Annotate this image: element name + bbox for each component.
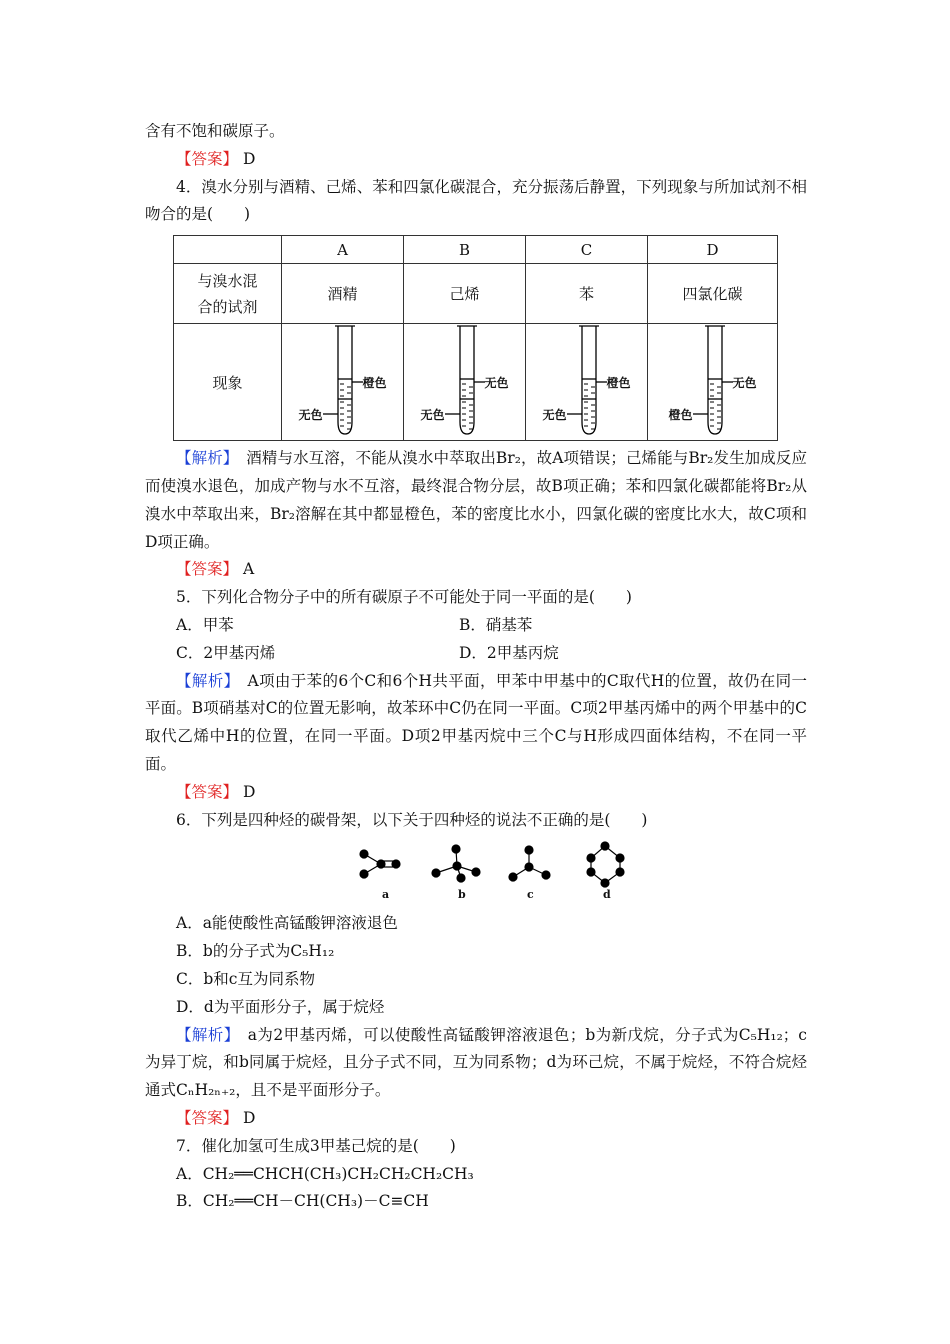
reagent-cell: 酒精 (282, 264, 404, 324)
carbon-skeleton-icon (350, 840, 640, 890)
answer-line (145, 556, 807, 584)
top-layer-label: 橙色 (606, 376, 631, 391)
option: B．CH₂══CH－CH(CH₃)－C≡CH (176, 1192, 429, 1211)
test-tube-figure (405, 324, 525, 440)
figure-label: c (527, 888, 534, 902)
table-header: D (648, 236, 778, 264)
analysis-text: A项由于苯的6个C和6个H共平面，甲苯中甲基中的C取代H的位置，故仍在同一平面。B项硝基对C的位置无影响，故苯环中C仍在同一平面。C项2甲基丙烯中的两个甲基中的C取代乙烯中H的位置，在同一平面。D项2甲基丙烷中三个C与H形成四面体结构，不在同一平面。 (145, 671, 807, 773)
figure-label: b (458, 888, 466, 902)
analysis-tag: 【解析】 (176, 1025, 232, 1044)
answer-line (145, 146, 807, 174)
question-6: 6．下列是四种烃的碳骨架，以下关于四种烃的说法不正确的是( ) (176, 810, 648, 829)
option: C．2甲基丙烯 (176, 643, 276, 662)
answer-value: A (238, 560, 255, 579)
option: B．硝基苯 (459, 615, 533, 634)
bottom-layer-label: 无色 (420, 408, 445, 423)
bottom-layer-label: 无色 (298, 408, 323, 423)
test-tube-figure (527, 324, 647, 440)
analysis-tag: 【解析】 (176, 671, 232, 690)
row-label: 与溴水混合的试剂 (174, 264, 282, 324)
answer-value: D (238, 149, 256, 168)
reagent-table (173, 235, 778, 441)
question-7: 7．催化加氢可生成3甲基己烷的是( ) (176, 1136, 456, 1155)
option: D．2甲基丙烷 (459, 643, 559, 662)
tube-cell (282, 324, 404, 441)
carbon-skeleton-figure (145, 840, 807, 910)
figure-label: d (603, 888, 611, 902)
row-label: 现象 (174, 324, 282, 441)
analysis-6 (145, 1022, 807, 1105)
top-layer-label: 无色 (484, 376, 509, 391)
answer-tag: 【答案】 (176, 149, 239, 168)
bottom-layer-label: 橙色 (668, 408, 693, 423)
test-tube-figure (653, 324, 773, 440)
table-header: A (282, 236, 404, 264)
reagent-cell: 苯 (526, 264, 648, 324)
bottom-layer-label: 无色 (542, 408, 567, 423)
option: A．a能使酸性高锰酸钾溶液退色 (176, 914, 398, 933)
question-5: 5．下列化合物分子中的所有碳原子不可能处于同一平面的是( ) (176, 588, 632, 607)
options-row (145, 612, 807, 640)
analysis-5 (145, 668, 807, 779)
tube-cell (648, 324, 778, 441)
tube-cell (526, 324, 648, 441)
table-header (174, 236, 282, 264)
top-layer-label: 无色 (732, 376, 757, 391)
reagent-cell: 己烯 (404, 264, 526, 324)
test-tube-figure (283, 324, 403, 440)
option: B．b的分子式为C₅H₁₂ (176, 942, 335, 961)
option: A．甲苯 (176, 615, 234, 634)
document-page (145, 118, 807, 1216)
answer-line (145, 1105, 807, 1133)
top-layer-label: 橙色 (362, 376, 387, 391)
answer-tag: 【答案】 (176, 782, 239, 801)
answer-tag: 【答案】 (176, 1108, 239, 1127)
table-header: C (526, 236, 648, 264)
figure-label: a (382, 888, 390, 902)
answer-value: D (238, 1108, 256, 1127)
options-row (145, 640, 807, 668)
analysis-text: a为2甲基丙烯，可以使酸性高锰酸钾溶液退色；b为新戊烷，分子式为C₅H₁₂；c为异丁烷，和b同属于烷烃，且分子式不同，互为同系物；d为环己烷，不属于烷烃，不符合烷烃通式CₙH₂ₙ₊₂，且不是平面形分子。 (145, 1025, 807, 1100)
question-4: 4．溴水分别与酒精、己烯、苯和四氯化碳混合，充分振荡后静置，下列现象与所加试剂不相吻合的是( ) (145, 177, 807, 224)
table-header: B (404, 236, 526, 264)
option: D．d为平面形分子，属于烷烃 (176, 997, 385, 1016)
option: A．CH₂══CHCH(CH₃)CH₂CH₂CH₂CH₃ (176, 1164, 474, 1183)
answer-tag: 【答案】 (176, 560, 239, 579)
reagent-cell: 四氯化碳 (648, 264, 778, 324)
answer-value: D (238, 782, 256, 801)
analysis-tag: 【解析】 (176, 449, 231, 468)
analysis-4 (145, 445, 807, 556)
answer-line (145, 779, 807, 807)
analysis-text: 酒精与水互溶，不能从溴水中萃取出Br₂，故A项错误；己烯能与Br₂发生加成反应而使溴水退色，加成产物与水不互溶，最终混合物分层，故B项正确；苯和四氯化碳都能将Br₂从溴水中萃取出来，Br₂溶解在其中都显橙色，苯的密度比水小，四氯化碳的密度比水大，故C项和D项正确。 (145, 449, 807, 551)
option: C．b和c互为同系物 (176, 969, 315, 988)
tube-cell (404, 324, 526, 441)
text-line: 含有不饱和碳原子。 (145, 122, 285, 140)
